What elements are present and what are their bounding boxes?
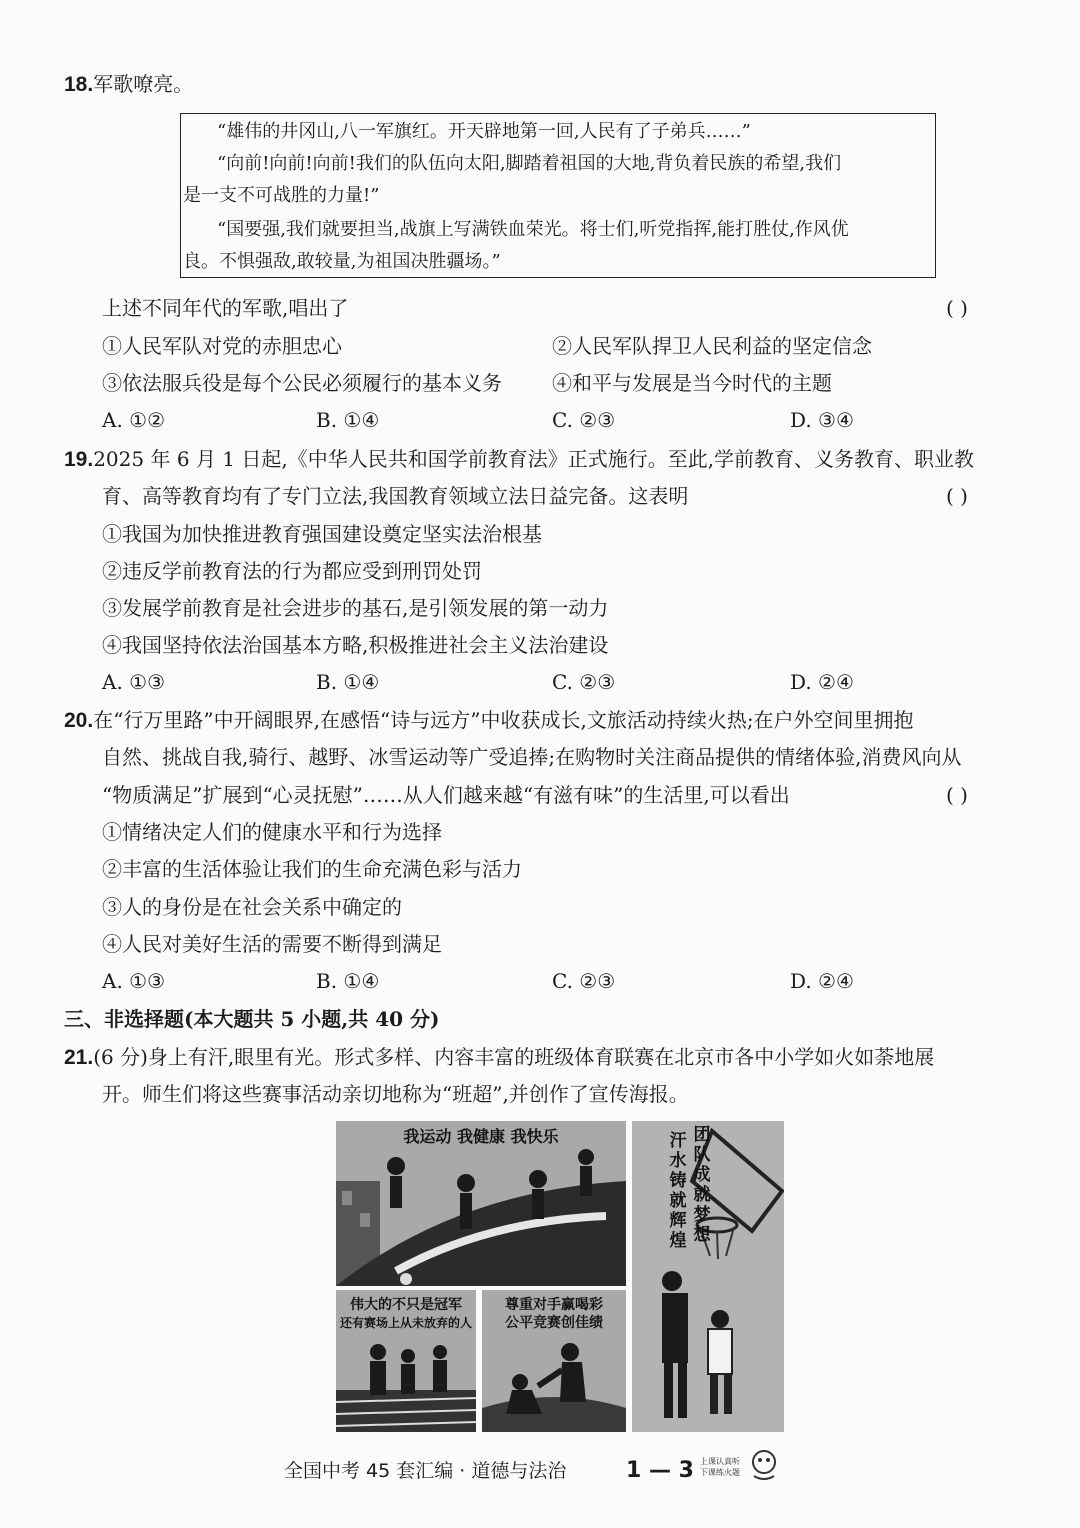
q18-lyric-5: 良。不惧强敌,敢较量,为祖国决胜疆场。”	[183, 251, 501, 272]
q19-option-b: B. ①④	[316, 670, 380, 694]
q18-title: 军歌嘹亮。	[93, 72, 194, 96]
footer-page-number: 1 — 3	[626, 1458, 694, 1483]
q18-stem: 上述不同年代的军歌,唱出了	[102, 296, 349, 320]
q19-line-1	[64, 445, 974, 474]
q19-number: 19.	[64, 448, 94, 471]
q19-statement-2: ②违反学前教育法的行为都应受到刑罚处罚	[102, 559, 482, 583]
q20-number: 20.	[64, 709, 94, 732]
q18-statement-2: ②人民军队捍卫人民利益的坚定信念	[552, 334, 872, 358]
q20-line-3: “物质满足”扩展到“心灵抚慰”……从人们越来越“有滋有味”的生活里,可以看出	[102, 783, 790, 807]
q18-option-b: B. ①④	[316, 408, 380, 432]
q21-line-1	[64, 1043, 934, 1072]
q19-line-2: 育、高等教育均有了专门立法,我国教育领域立法日益完备。这表明	[102, 484, 689, 508]
q18-title-row	[64, 70, 193, 99]
footer-slogan-2: 下课练火题	[700, 1468, 740, 1477]
q19-statement-3: ③发展学前教育是社会进步的基石,是引领发展的第一动力	[102, 596, 609, 620]
poster-panel-teamwork	[632, 1121, 784, 1432]
poster-panel-never-give-up	[336, 1290, 476, 1432]
poster-caption-2a: 团队成就梦想	[693, 1125, 711, 1245]
q19-text-1: 2025 年 6 月 1 日起,《中华人民共和国学前教育法》正式施行。至此,学前教育、义务教育、职业教	[93, 447, 975, 471]
q20-line-2: 自然、挑战自我,骑行、越野、冰雪运动等广受追捧;在购物时关注商品提供的情绪体验,消费风向从	[102, 745, 962, 769]
q18-statement-4: ④和平与发展是当今时代的主题	[552, 371, 832, 395]
q20-statement-1: ①情绪决定人们的健康水平和行为选择	[102, 820, 442, 844]
q20-option-d: D. ②④	[790, 969, 854, 993]
q20-statement-3: ③人的身份是在社会关系中确定的	[102, 895, 402, 919]
q20-option-a: A. ①③	[102, 969, 166, 993]
mascot-logo-icon	[746, 1446, 782, 1482]
poster-caption-4a: 尊重对手赢喝彩	[505, 1297, 603, 1313]
q18-option-a: A. ①②	[102, 408, 166, 432]
q21-line-2: 开。师生们将这些赛事活动亲切地称为“班超”,并创作了宣传海报。	[102, 1082, 689, 1106]
poster-caption-1: 我运动 我健康 我快乐	[403, 1127, 559, 1146]
q20-answer-paren: ( )	[946, 783, 968, 807]
q18-statement-3: ③依法服兵役是每个公民必须履行的基本义务	[102, 371, 502, 395]
q18-lyric-1: “雄伟的井冈山,八一军旗红。开天辟地第一回,人民有了子弟兵……”	[217, 121, 751, 142]
poster-panel-sports-joy	[336, 1121, 626, 1286]
q21-text-1: (6 分)身上有汗,眼里有光。形式多样、内容丰富的班级体育联赛在北京市各中小学如火如荼地展	[93, 1045, 935, 1069]
poster-caption-2b: 汗水铸就辉煌	[669, 1131, 687, 1251]
q19-option-c: C. ②③	[552, 670, 616, 694]
q18-number: 18.	[64, 73, 94, 96]
q19-statement-4: ④我国坚持依法治国基本方略,积极推进社会主义法治建设	[102, 633, 609, 657]
q19-statement-1: ①我国为加快推进教育强国建设奠定坚实法治根基	[102, 522, 542, 546]
q18-lyric-3: 是一支不可战胜的力量!”	[183, 185, 380, 206]
q20-text-1: 在“行万里路”中开阔眼界,在感悟“诗与远方”中收获成长,文旅活动持续火热;在户外空间里拥抱	[93, 708, 914, 732]
q18-lyrics-box	[180, 113, 936, 278]
q21-number: 21.	[64, 1046, 94, 1069]
poster-caption-3a: 伟大的不只是冠军	[350, 1297, 462, 1313]
q20-statement-4: ④人民对美好生活的需要不断得到满足	[102, 932, 442, 956]
q20-option-b: B. ①④	[316, 969, 380, 993]
q18-option-c: C. ②③	[552, 408, 616, 432]
footer-book-title: 全国中考 45 套汇编 · 道德与法治	[284, 1460, 567, 1482]
section-3-heading: 三、非选择题(本大题共 5 小题,共 40 分)	[64, 1007, 440, 1031]
poster-panel-fair-play	[482, 1290, 626, 1432]
q20-statement-2: ②丰富的生活体验让我们的生命充满色彩与活力	[102, 857, 522, 881]
q20-line-1	[64, 706, 914, 735]
poster-caption-3b: 还有赛场上从未放弃的人	[339, 1316, 472, 1330]
q18-answer-paren: ( )	[946, 296, 968, 320]
q20-option-c: C. ②③	[552, 969, 616, 993]
q19-option-d: D. ②④	[790, 670, 854, 694]
poster-caption-4b: 公平竞赛创佳绩	[505, 1315, 603, 1331]
q18-statement-1: ①人民军队对党的赤胆忠心	[102, 334, 342, 358]
q18-lyric-4: “国要强,我们就要担当,战旗上写满铁血荣光。将士们,听党指挥,能打胜仗,作风优	[217, 219, 849, 240]
q18-option-d: D. ③④	[790, 408, 854, 432]
q18-lyric-2: “向前!向前!向前!我们的队伍向太阳,脚踏着祖国的大地,背负着民族的希望,我们	[217, 153, 842, 174]
q19-answer-paren: ( )	[946, 484, 968, 508]
footer-slogan-1: 上课认真听	[700, 1457, 740, 1466]
q19-option-a: A. ①③	[102, 670, 166, 694]
